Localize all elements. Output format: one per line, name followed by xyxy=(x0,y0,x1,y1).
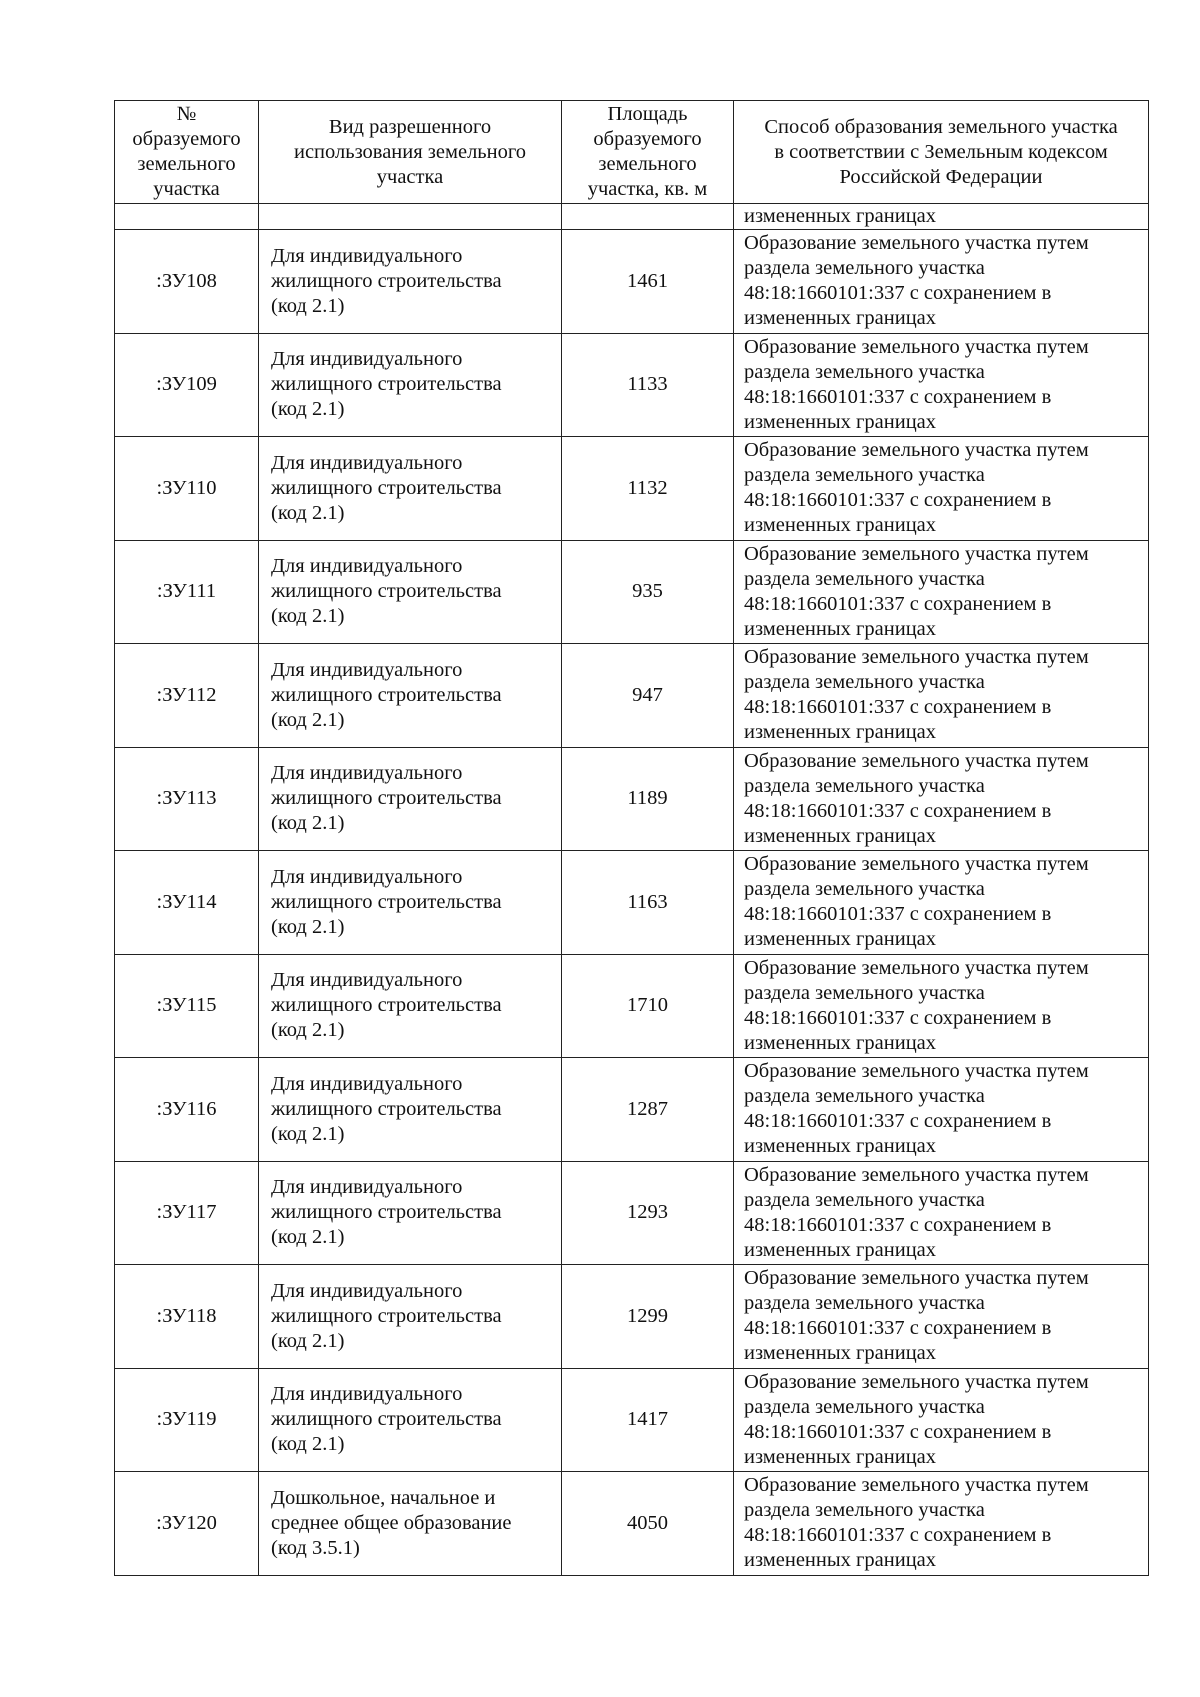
table-row xyxy=(115,1368,1149,1472)
permitted-use-line: (код 2.1) xyxy=(271,1226,345,1249)
formation-method-cell xyxy=(734,540,1149,644)
header-line: участка xyxy=(153,178,220,200)
formation-method-line: измененных границах xyxy=(744,1342,937,1365)
permitted-use-line: (код 2.1) xyxy=(271,294,345,317)
formation-method-cell xyxy=(734,1368,1149,1472)
formation-method-line: раздела земельного участка xyxy=(744,257,985,280)
continuation-row xyxy=(115,204,1149,230)
formation-method-line: Образование земельного участка путем xyxy=(744,749,1089,772)
header-plot-number xyxy=(115,101,259,204)
formation-method-cell xyxy=(734,1058,1149,1162)
formation-method-cell xyxy=(734,747,1149,851)
permitted-use-line: (код 2.1) xyxy=(271,1122,345,1145)
table-row xyxy=(115,1472,1149,1576)
header-line: в соответствии с Земельным кодексом xyxy=(774,140,1108,163)
permitted-use-line: Для индивидуального xyxy=(271,865,463,888)
table-row xyxy=(115,333,1149,437)
formation-method-line: раздела земельного участка xyxy=(744,878,985,901)
permitted-use-cell xyxy=(259,1472,562,1576)
permitted-use-line: жилищного строительства xyxy=(271,787,502,810)
permitted-use-cell xyxy=(259,230,562,334)
header-line: образуемого xyxy=(132,128,241,150)
permitted-use-cell xyxy=(259,644,562,748)
formation-method-line: Образование земельного участка путем xyxy=(744,646,1089,669)
area-cell: 1189 xyxy=(562,747,734,851)
permitted-use-line: жилищного строительства xyxy=(271,683,502,706)
formation-method-cell xyxy=(734,437,1149,541)
formation-method-line: Образование земельного участка путем xyxy=(744,542,1089,565)
header-line: земельного xyxy=(137,153,236,175)
permitted-use-cell xyxy=(259,747,562,851)
formation-method-line: 48:18:1660101:337 с сохранением в xyxy=(744,1213,1052,1236)
plot-number-cell: :ЗУ108 xyxy=(115,230,259,334)
formation-method-line: измененных границах xyxy=(744,928,937,951)
permitted-use-cell xyxy=(259,1161,562,1265)
permitted-use-cell xyxy=(259,1265,562,1369)
header-line: использования земельного xyxy=(293,140,527,163)
formation-method-cell xyxy=(734,230,1149,334)
permitted-use-cell xyxy=(259,333,562,437)
table-row xyxy=(115,540,1149,644)
formation-method-line: 48:18:1660101:337 с сохранением в xyxy=(744,696,1052,719)
formation-method-cell xyxy=(734,851,1149,955)
plot-number-cell: :ЗУ118 xyxy=(115,1265,259,1369)
formation-method-cell xyxy=(734,1472,1149,1576)
header-line: земельного xyxy=(598,153,697,175)
continuation-method-cell: измененных границах xyxy=(734,204,1149,230)
permitted-use-line: жилищного строительства xyxy=(271,1201,502,1224)
continuation-area-cell xyxy=(562,204,734,230)
area-cell: 1417 xyxy=(562,1368,734,1472)
formation-method-line: раздела земельного участка xyxy=(744,981,985,1004)
permitted-use-line: жилищного строительства xyxy=(271,580,502,603)
header-area xyxy=(562,101,734,204)
header-line: Российской Федерации xyxy=(839,165,1043,188)
permitted-use-line: Для индивидуального xyxy=(271,762,463,785)
permitted-use-cell xyxy=(259,1058,562,1162)
permitted-use-cell xyxy=(259,954,562,1058)
formation-method-cell xyxy=(734,954,1149,1058)
table-body xyxy=(115,204,1149,1576)
formation-method-line: Образование земельного участка путем xyxy=(744,439,1089,462)
area-cell: 1710 xyxy=(562,954,734,1058)
formation-method-line: Образование земельного участка путем xyxy=(744,1163,1089,1186)
header-line: Способ образования земельного участка xyxy=(764,115,1118,138)
permitted-use-line: жилищного строительства xyxy=(271,1097,502,1120)
permitted-use-line: Для индивидуального xyxy=(271,1383,463,1406)
formation-method-line: 48:18:1660101:337 с сохранением в xyxy=(744,489,1052,512)
formation-method-line: измененных границах xyxy=(744,1031,937,1054)
permitted-use-line: (код 2.1) xyxy=(271,1019,345,1042)
permitted-use-cell xyxy=(259,851,562,955)
formation-method-line: измененных границах xyxy=(744,1135,937,1158)
area-cell: 1287 xyxy=(562,1058,734,1162)
table-header-row xyxy=(115,101,1149,204)
area-cell: 947 xyxy=(562,644,734,748)
formation-method-line: 48:18:1660101:337 с сохранением в xyxy=(744,1524,1052,1547)
permitted-use-line: жилищного строительства xyxy=(271,373,502,396)
area-cell: 4050 xyxy=(562,1472,734,1576)
table-row xyxy=(115,747,1149,851)
formation-method-line: Образование земельного участка путем xyxy=(744,1060,1089,1083)
plot-number-cell: :ЗУ119 xyxy=(115,1368,259,1472)
formation-method-cell xyxy=(734,1265,1149,1369)
area-cell: 935 xyxy=(562,540,734,644)
permitted-use-line: Для индивидуального xyxy=(271,451,463,474)
formation-method-line: измененных границах xyxy=(744,410,937,433)
plot-number-cell: :ЗУ111 xyxy=(115,540,259,644)
land-plots-table xyxy=(114,100,1149,1576)
header-line: Вид разрешенного xyxy=(328,115,492,138)
header-line: образуемого xyxy=(593,128,702,150)
permitted-use-line: Для индивидуального xyxy=(271,244,463,267)
plot-number-cell: :ЗУ116 xyxy=(115,1058,259,1162)
permitted-use-line: жилищного строительства xyxy=(271,1304,502,1327)
formation-method-line: раздела земельного участка xyxy=(744,567,985,590)
header-line: № xyxy=(176,103,197,125)
header-line: участка xyxy=(376,165,444,188)
formation-method-line: раздела земельного участка xyxy=(744,1085,985,1108)
table-row xyxy=(115,230,1149,334)
header-permitted-use xyxy=(259,101,562,204)
header-formation-method xyxy=(734,101,1149,204)
formation-method-line: измененных границах xyxy=(744,307,937,330)
permitted-use-line: Для индивидуального xyxy=(271,1072,463,1095)
plot-number-cell: :ЗУ115 xyxy=(115,954,259,1058)
permitted-use-cell xyxy=(259,540,562,644)
permitted-use-line: Для индивидуального xyxy=(271,1279,463,1302)
formation-method-line: 48:18:1660101:337 с сохранением в xyxy=(744,799,1052,822)
plot-number-cell: :ЗУ110 xyxy=(115,437,259,541)
permitted-use-line: (код 2.1) xyxy=(271,708,345,731)
formation-method-line: 48:18:1660101:337 с сохранением в xyxy=(744,1317,1052,1340)
plot-number-cell: :ЗУ109 xyxy=(115,333,259,437)
area-cell: 1299 xyxy=(562,1265,734,1369)
plot-number-cell: :ЗУ114 xyxy=(115,851,259,955)
formation-method-line: измененных границах xyxy=(744,1549,937,1572)
permitted-use-line: Для индивидуального xyxy=(271,555,463,578)
permitted-use-line: (код 2.1) xyxy=(271,501,345,524)
plot-number-cell: :ЗУ120 xyxy=(115,1472,259,1576)
formation-method-line: Образование земельного участка путем xyxy=(744,1370,1089,1393)
permitted-use-cell xyxy=(259,437,562,541)
formation-method-line: 48:18:1660101:337 с сохранением в xyxy=(744,385,1052,408)
table-row xyxy=(115,1161,1149,1265)
formation-method-line: Образование земельного участка путем xyxy=(744,1474,1089,1497)
permitted-use-line: Дошкольное, начальное и xyxy=(271,1486,496,1509)
area-cell: 1133 xyxy=(562,333,734,437)
formation-method-line: раздела земельного участка xyxy=(744,360,985,383)
plot-number-cell: :ЗУ117 xyxy=(115,1161,259,1265)
permitted-use-line: (код 2.1) xyxy=(271,1329,345,1352)
permitted-use-line: жилищного строительства xyxy=(271,476,502,499)
formation-method-line: раздела земельного участка xyxy=(744,1395,985,1418)
formation-method-line: Образование земельного участка путем xyxy=(744,853,1089,876)
formation-method-line: 48:18:1660101:337 с сохранением в xyxy=(744,903,1052,926)
permitted-use-line: Для индивидуального xyxy=(271,1176,463,1199)
table-row xyxy=(115,954,1149,1058)
formation-method-cell xyxy=(734,1161,1149,1265)
formation-method-line: Образование земельного участка путем xyxy=(744,956,1089,979)
plot-number-cell: :ЗУ112 xyxy=(115,644,259,748)
formation-method-line: раздела земельного участка xyxy=(744,1499,985,1522)
formation-method-line: раздела земельного участка xyxy=(744,671,985,694)
permitted-use-line: (код 2.1) xyxy=(271,812,345,835)
formation-method-line: 48:18:1660101:337 с сохранением в xyxy=(744,282,1052,305)
formation-method-line: раздела земельного участка xyxy=(744,1292,985,1315)
header-line: участка, кв. м xyxy=(587,178,708,200)
formation-method-line: раздела земельного участка xyxy=(744,1188,985,1211)
formation-method-cell xyxy=(734,644,1149,748)
formation-method-line: раздела земельного участка xyxy=(744,464,985,487)
area-cell: 1163 xyxy=(562,851,734,955)
table-row xyxy=(115,851,1149,955)
formation-method-line: 48:18:1660101:337 с сохранением в xyxy=(744,592,1052,615)
plot-number-cell: :ЗУ113 xyxy=(115,747,259,851)
continuation-number-cell xyxy=(115,204,259,230)
continuation-use-cell xyxy=(259,204,562,230)
formation-method-line: измененных границах xyxy=(744,1445,937,1468)
formation-method-line: измененных границах xyxy=(744,514,937,537)
permitted-use-line: (код 2.1) xyxy=(271,915,345,938)
formation-method-line: Образование земельного участка путем xyxy=(744,1267,1089,1290)
formation-method-line: 48:18:1660101:337 с сохранением в xyxy=(744,1006,1052,1029)
formation-method-line: 48:18:1660101:337 с сохранением в xyxy=(744,1110,1052,1133)
formation-method-line: измененных границах xyxy=(744,721,937,744)
header-line: Площадь xyxy=(607,103,688,125)
formation-method-line: Образование земельного участка путем xyxy=(744,232,1089,255)
formation-method-line: раздела земельного участка xyxy=(744,774,985,797)
formation-method-line: измененных границах xyxy=(744,617,937,640)
permitted-use-line: жилищного строительства xyxy=(271,1408,502,1431)
table-row xyxy=(115,644,1149,748)
permitted-use-line: жилищного строительства xyxy=(271,994,502,1017)
permitted-use-line: (код 3.5.1) xyxy=(271,1536,360,1559)
permitted-use-line: Для индивидуального xyxy=(271,348,463,371)
permitted-use-line: (код 2.1) xyxy=(271,605,345,628)
formation-method-cell xyxy=(734,333,1149,437)
formation-method-line: Образование земельного участка путем xyxy=(744,335,1089,358)
area-cell: 1293 xyxy=(562,1161,734,1265)
table-row xyxy=(115,1265,1149,1369)
permitted-use-line: Для индивидуального xyxy=(271,658,463,681)
permitted-use-line: среднее общее образование xyxy=(271,1511,512,1534)
permitted-use-line: (код 2.1) xyxy=(271,1433,345,1456)
area-cell: 1461 xyxy=(562,230,734,334)
formation-method-line: 48:18:1660101:337 с сохранением в xyxy=(744,1420,1052,1443)
table-row xyxy=(115,437,1149,541)
formation-method-line: измененных границах xyxy=(744,1238,937,1261)
area-cell: 1132 xyxy=(562,437,734,541)
formation-method-line: измененных границах xyxy=(744,824,937,847)
permitted-use-line: жилищного строительства xyxy=(271,269,502,292)
permitted-use-line: жилищного строительства xyxy=(271,890,502,913)
permitted-use-line: (код 2.1) xyxy=(271,398,345,421)
permitted-use-line: Для индивидуального xyxy=(271,969,463,992)
table-row xyxy=(115,1058,1149,1162)
permitted-use-cell xyxy=(259,1368,562,1472)
